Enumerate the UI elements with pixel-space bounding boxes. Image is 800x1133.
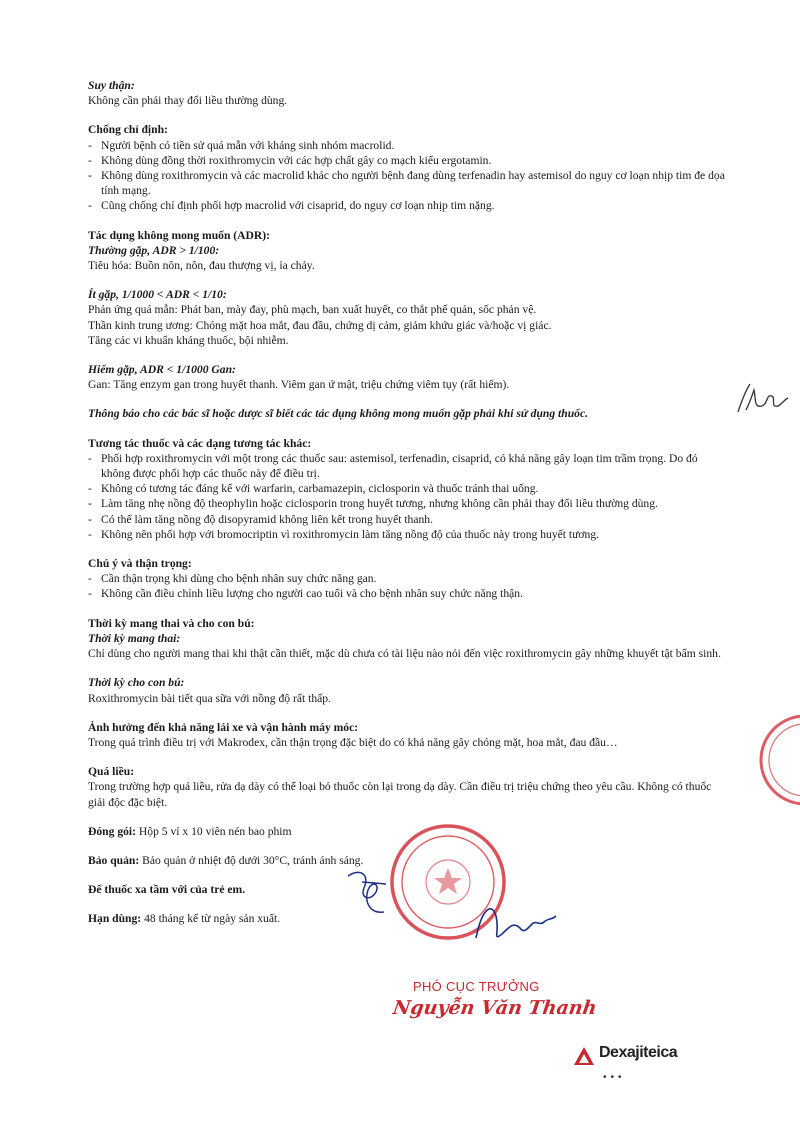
packaging-value: Hộp 5 vỉ x 10 viên nén bao phim	[138, 824, 292, 838]
adr-rare-text: Gan: Tăng enzym gan trong huyết thanh. Viêm gan ứ mật, triệu chứng viêm tụy (rất hiếm).	[88, 378, 510, 392]
list-item: - Không dùng roxithromycin và các macrolid khác cho người bệnh đang dùng terfenadin hay astemisol do nguy cơ loạn nhịp tim đe dọa tính mạng.	[88, 168, 728, 198]
list-item: - Cũng chống chỉ định phối hợp macrolid với cisaprid, do nguy cơ loạn nhịp tim nặng.	[88, 198, 728, 213]
renal-heading: Suy thận:	[88, 79, 135, 92]
contraindications-heading: Chống chỉ định:	[88, 123, 168, 137]
list-item: - Không có tương tác đáng kể với warfarin, carbamazepin, ciclosporin và thuốc tránh thai uống.	[88, 481, 728, 496]
pregnancy-subheading: Thời kỳ mang thai:	[88, 631, 181, 645]
contraindications-section	[88, 122, 728, 213]
precautions-list	[88, 571, 728, 601]
driving-section	[88, 720, 728, 750]
storage-value: Bảo quản ở nhiệt độ dưới 30°C, tránh ánh sáng.	[142, 853, 364, 867]
lactation-subheading: Thời kỳ cho con bú:	[88, 676, 185, 690]
precautions-heading: Chú ý và thận trọng:	[88, 557, 192, 571]
logo-triangle-icon	[573, 1046, 595, 1066]
official-title: PHÓ CỤC TRƯỞNG	[413, 979, 540, 994]
pregnancy-text: Chỉ dùng cho người mang thai khi thật cần thiết, mặc dù chưa có tài liệu nào nói đến việc roxithromycin gây những khuyết tật bẩm sinh.	[88, 647, 721, 661]
packaging-label: Đóng gói:	[88, 824, 136, 838]
partial-stamp-icon	[735, 712, 800, 807]
expiry-label: Hạn dùng:	[88, 912, 142, 926]
list-item: - Không dùng đồng thời roxithromycin với các hợp chất gây co mạch kiểu ergotamin.	[88, 153, 728, 168]
interactions-heading: Tương tác thuốc và các dạng tương tác khác:	[88, 436, 312, 450]
pregnancy-section	[88, 616, 728, 706]
renal-text: Không cần phải thay đổi liều thường dùng.	[88, 94, 288, 108]
signature-icon	[462, 898, 562, 948]
adr-section	[88, 228, 728, 422]
interactions-list	[88, 451, 728, 542]
overdose-heading: Quá liều:	[88, 765, 135, 779]
adr-common-text: Tiêu hóa: Buồn nôn, nôn, đau thượng vị, ỉa chảy.	[88, 259, 315, 273]
adr-heading: Tác dụng không mong muốn (ADR):	[88, 228, 270, 242]
list-item: - Cần thận trọng khi dùng cho bệnh nhân suy chức năng gan.	[88, 571, 728, 586]
document-body	[88, 78, 728, 927]
adr-uncommon-line: Tăng các vi khuẩn kháng thuốc, bội nhiễm.	[88, 333, 289, 347]
margin-signature-icon	[732, 380, 792, 420]
logo-dots: •••	[603, 1072, 626, 1083]
precautions-section	[88, 556, 728, 602]
interactions-section	[88, 436, 728, 542]
signature-icon	[340, 862, 400, 922]
driving-heading: Ảnh hưởng đến khả năng lái xe và vận hành máy móc:	[88, 720, 359, 734]
adr-notice: Thông báo cho các bác sĩ hoặc dược sĩ biết các tác dụng không mong muốn gặp phải khi sử dụng thuốc.	[88, 407, 589, 421]
adr-uncommon-heading: Ít gặp, 1/1000 < ADR < 1/10:	[88, 288, 227, 302]
storage-label: Bảo quản:	[88, 853, 140, 867]
renal-section	[88, 78, 728, 108]
overdose-section	[88, 764, 728, 810]
list-item: - Phối hợp roxithromycin với một trong các thuốc sau: astemisol, terfenadin, cisaprid, có khả năng gây loạn tim trầm trọng. Do đó không được phối hợp các thuốc này để điều trị.	[88, 451, 728, 481]
pregnancy-heading: Thời kỳ mang thai và cho con bú:	[88, 616, 255, 630]
list-item: - Không cần điều chỉnh liều lượng cho người cao tuổi và cho bệnh nhân suy chức năng thận.	[88, 586, 728, 601]
list-item: - Không nên phối hợp với bromocriptin vì roxithromycin làm tăng nồng độ của thuốc này trong huyết tương.	[88, 527, 728, 542]
adr-rare-heading: Hiếm gặp, ADR < 1/1000 Gan:	[88, 363, 236, 377]
adr-common-heading: Thường gặp, ADR > 1/100:	[88, 243, 220, 257]
children-warning: Để thuốc xa tầm với của trẻ em.	[88, 883, 246, 897]
list-item: - Làm tăng nhẹ nồng độ theophylin hoặc ciclosporin trong huyết tương, nhưng không cần phải thay đổi liều thường dùng.	[88, 496, 728, 511]
overdose-text: Trong trường hợp quá liều, rửa dạ dày có thể loại bỏ thuốc còn lại trong dạ dày. Cần điều trị triệu chứng theo yêu cầu. Không có thuốc giải độc đặc biệt.	[88, 780, 712, 809]
driving-text: Trong quá trình điều trị với Makrodex, cần thận trọng đặc biệt do có khả năng gây chóng mặt, hoa mắt, đau đầu…	[88, 735, 618, 749]
lactation-text: Roxithromycin bài tiết qua sữa với nồng độ rất thấp.	[88, 691, 331, 705]
list-item: - Người bệnh có tiền sử quá mẫn với kháng sinh nhóm macrolid.	[88, 138, 728, 153]
official-name: Nguyễn Văn Thanh	[391, 997, 599, 1019]
expiry-value: 48 tháng kể từ ngày sản xuất.	[144, 912, 281, 926]
logo-text: Dexajiteica	[599, 1044, 678, 1061]
company-logo	[573, 1044, 713, 1084]
adr-uncommon-line: Thần kinh trung ương: Chóng mặt hoa mắt, đau đầu, chứng dị cảm, giảm khứu giác và/hoặc vị giác.	[88, 318, 552, 332]
contraindications-list	[88, 138, 728, 214]
adr-uncommon-line: Phản ứng quá mẫn: Phát ban, mày đay, phù mạch, ban xuất huyết, co thắt phế quản, sốc phản vệ.	[88, 303, 537, 317]
list-item: - Có thể làm tăng nồng độ disopyramid không liên kết trong huyết thanh.	[88, 512, 728, 527]
